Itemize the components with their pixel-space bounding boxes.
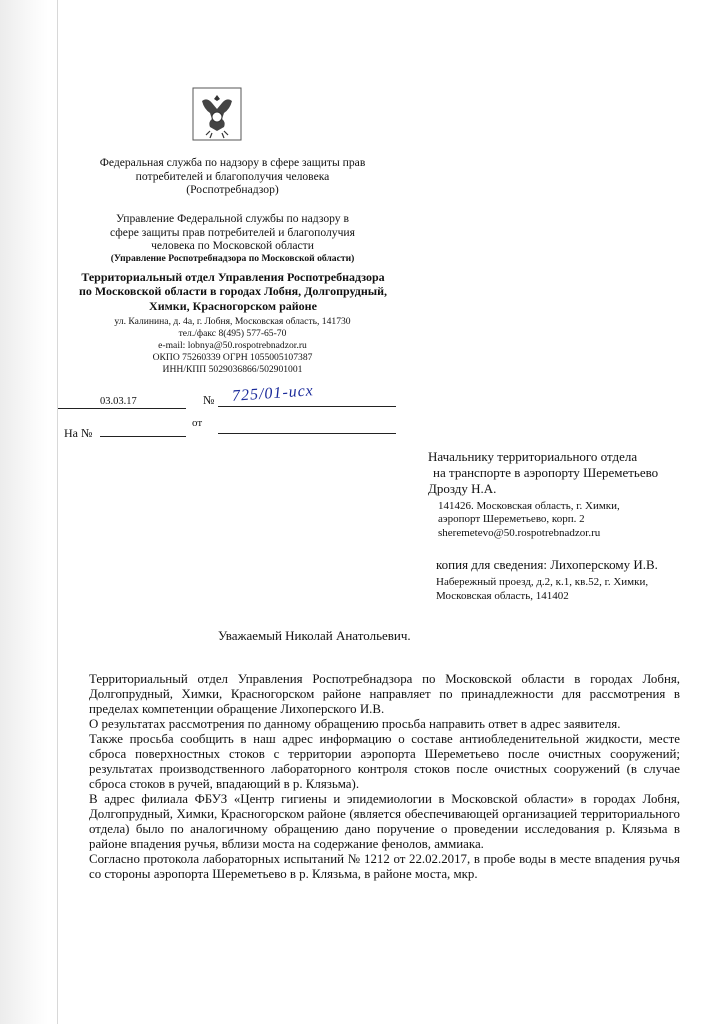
copy-address-line: Набережный проезд, д.2, к.1, кв.52, г. Химки, (436, 576, 649, 588)
contact-email: e-mail: lobnya@50.rospotrebnadzor.ru (158, 339, 307, 351)
recipient-email: sheremetevo@50.rospotrebnadzor.ru (438, 526, 601, 539)
agency-federal-line: потребителей и благополучия человека (135, 169, 330, 183)
page-edge-shadow (0, 0, 48, 1024)
outgoing-number-label: № (203, 393, 215, 407)
department-title-line: Территориальный отдел Управления Роспотребнадзора (81, 270, 385, 284)
department-title-line: по Московской области в городах Лобня, Долгопрудный, (78, 284, 388, 299)
recipient-line: Начальнику территориального отдела (428, 449, 638, 464)
agency-federal-block (60, 156, 405, 197)
recipient-title (428, 449, 718, 497)
contact-inn-kpp: ИНН/КПП 5029036866/502901001 (162, 363, 303, 375)
number-underline (218, 406, 396, 407)
recipient-address-line: 141426. Московская область, г. Химки, (438, 500, 620, 512)
contact-okpo-ogrn: ОКПО 75260339 ОГРН 1055005107387 (152, 351, 313, 363)
from-label: от (192, 417, 203, 429)
contact-phone: тел./факс 8(495) 577-65-70 (178, 327, 287, 339)
recipient-address-line: аэропорт Шереметьево, корп. 2 (438, 513, 585, 526)
agency-regional-line: Управление Федеральной службы по надзору в (116, 212, 349, 225)
outgoing-number-handwritten: 725/01-исх (231, 382, 315, 405)
body-paragraph: О результатах рассмотрения по данному обращению просьба направить ответ в адрес заявителя. (89, 717, 621, 732)
reply-date-underline (218, 433, 396, 434)
department-contacts (60, 316, 405, 375)
agency-regional-block (60, 212, 405, 264)
date-underline (58, 408, 186, 409)
copy-address-line: Московская область, 141402 (436, 590, 569, 603)
page-edge-line (57, 0, 58, 1024)
body-paragraph: Территориальный отдел Управления Роспотребнадзора по Московской области в городах Лобня, Долгопрудный, Химки, Красногорском районе направляет по принадлежности для рассмотрения в пределах компетенции обращение Лихоперского И.В. (89, 672, 680, 717)
reply-number-underline (100, 436, 186, 437)
recipient-line: на транспорте в аэропорту Шереметьево (433, 464, 659, 480)
body-paragraph: В адрес филиала ФБУЗ «Центр гигиены и эпидемиологии в Московской области» в городах Лобня, Долгопрудный, Химки, Красногорском районе (является обеспечивающей организацией территориального отдела) было по аналогичному обращению дано поручение о проведении исследования р. Клязьма в районе впадения ручья, вблизи моста на содержание фенолов, аммиака. (89, 792, 680, 852)
agency-regional-line: человека по Московской области (151, 239, 314, 253)
salutation: Уважаемый Николай Анатольевич. (218, 628, 411, 643)
recipient-address (438, 500, 718, 540)
outgoing-date: 03.03.17 (100, 396, 137, 407)
recipient-name: Дрозду Н.А. (428, 480, 497, 496)
contact-address: ул. Калинина, д. 4а, г. Лобня, Московская область, 141730 (114, 316, 351, 327)
copy-recipient-address (436, 575, 721, 604)
letter-body (89, 672, 680, 882)
department-title-line: Химки, Красногорском районе (149, 298, 317, 313)
agency-regional-line: сфере защиты прав потребителей и благополучия (110, 225, 355, 239)
copy-recipient: копия для сведения: Лихоперскому И.В. (436, 557, 658, 572)
department-title-block (58, 270, 408, 313)
coat-of-arms-emblem (192, 87, 242, 141)
agency-regional-short-name: (Управление Роспотребнадзора по Московской области) (110, 253, 355, 265)
reply-to-label: На № (64, 426, 93, 440)
agency-federal-line: Федеральная служба по надзору в сфере защиты прав (99, 156, 366, 169)
body-paragraph: Согласно протокола лабораторных испытаний № 1212 от 22.02.2017, в пробе воды в месте впадения ручья со стороны аэропорта Шереметьево в р. Клязьма, в районе моста, мкр. (89, 852, 680, 882)
agency-federal-line: (Роспотребнадзор) (186, 183, 279, 197)
body-paragraph: Также просьба сообщить в наш адрес информацию о составе антиобледенительной жидкости, месте сброса поверхностных стоков с территории аэропорта Шереметьево после очистных сооружений; результатах производственного лабораторного контроля стоков после очистных сооружений (в случае сброса стоков в ручей, впадающий в р. Клязьма). (89, 732, 680, 792)
